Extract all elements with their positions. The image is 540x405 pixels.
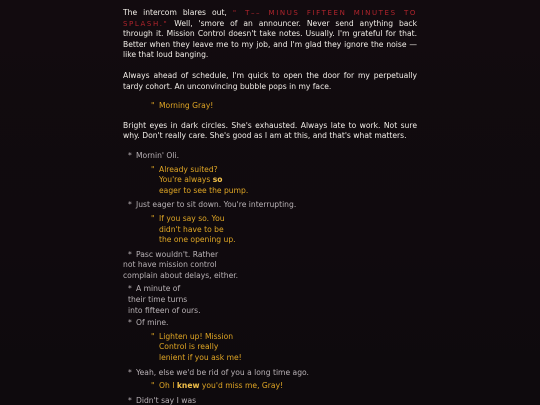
quote-text: You're always (159, 175, 211, 185)
bullet-mark: * (128, 249, 132, 259)
reply-line: Just eager to sit down. You're interrupting. (136, 200, 297, 210)
dialogue-reply[interactable] (128, 249, 417, 261)
reply-line: Yeah, else we'd be rid of you a long time ago. (136, 367, 309, 377)
bullet-mark: * (128, 150, 132, 160)
quote-line: eager to see the pump. (159, 185, 249, 195)
reply-line: their time turns (128, 295, 188, 305)
dialogue-quote (151, 331, 417, 364)
quote-mark: " (151, 213, 155, 223)
bullet-mark: * (128, 367, 132, 377)
dialogue-reply-continued[interactable] (123, 260, 417, 281)
dialogue-reply[interactable] (128, 367, 417, 379)
quote-text: Oh I (159, 381, 175, 391)
quote-line: the one opening up. (159, 235, 236, 245)
quote-mark: " (151, 101, 155, 111)
quote-mark: " (151, 381, 155, 391)
quote-text: you'd miss me, Gray! (201, 381, 284, 391)
narration-text: The intercom blares out, (123, 8, 227, 17)
reply-line: Didn't say I was (136, 395, 197, 405)
quote-line: didn't have to be (159, 224, 224, 234)
reply-line: not have mission control (123, 260, 217, 270)
quote-mark: " (151, 164, 155, 174)
quote-line: Morning Gray! (159, 101, 214, 111)
quote-emphasis: knew (176, 381, 200, 391)
quote-line: Lighten up! Mission (159, 331, 234, 341)
quote-line (159, 175, 417, 186)
bullet-mark: * (128, 318, 132, 328)
intercom-announcement: " T–– MINUS FIFTEEN MINUTES TO SPLASH." (123, 9, 417, 28)
narration-paragraph-1 (123, 8, 417, 61)
quote-emphasis: so (212, 175, 223, 185)
story-column (123, 8, 417, 405)
quote-line: If you say so. You (159, 213, 225, 223)
reply-line: A minute of (136, 284, 181, 294)
reply-line: Pasc wouldn't. Rather (136, 249, 219, 259)
dialogue-reply[interactable] (128, 150, 417, 162)
dialogue-quote (151, 213, 417, 246)
dialogue-quote (151, 164, 417, 197)
quote-line: Already suited? (159, 164, 218, 174)
reply-line: Mornin' Oli. (136, 150, 180, 160)
dialogue-quote (151, 381, 417, 392)
reply-line: complain about delays, either. (123, 270, 239, 280)
bullet-mark: * (128, 284, 132, 294)
quote-mark: " (151, 331, 155, 341)
quote-line (159, 381, 417, 392)
dialogue-reply[interactable] (128, 318, 417, 329)
bullet-mark: * (128, 200, 132, 210)
reply-line: Of mine. (136, 318, 169, 328)
narration-paragraph-3: Bright eyes in dark circles. She's exhausted. Always late to work. Not sure why. Don't really care. She's good as I am at this, and that's what matters. (123, 120, 417, 141)
bullet-mark: * (128, 395, 132, 405)
dialogue-quote (151, 101, 417, 112)
dialogue-reply[interactable] (128, 395, 417, 405)
dialogue-reply[interactable] (128, 284, 417, 316)
dialogue-reply[interactable] (128, 200, 417, 211)
narration-paragraph-2: Always ahead of schedule, I'm quick to open the door for my perpetually tardy cohort. An unconvincing bubble pops in my face. (123, 70, 417, 91)
quote-line: Control is really (159, 342, 219, 352)
reply-line: into fifteen of ours. (128, 305, 201, 315)
quote-line: lenient if you ask me! (159, 353, 242, 363)
narration-text: Well, 'smore of an announcer. Never send anything back through it. Mission Control doesn't take notes. Usually. I'm grateful for that. Better when they leave me to my job, and I'm glad they ignore the noise — like that loud banging. (123, 18, 417, 60)
